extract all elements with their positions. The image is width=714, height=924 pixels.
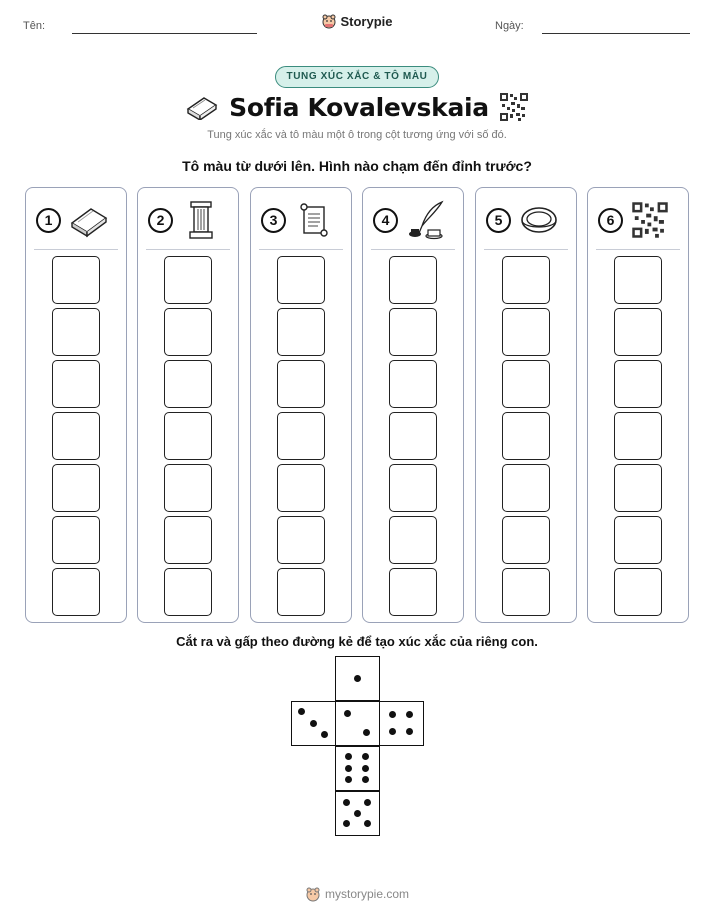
column-header xyxy=(251,200,351,240)
subtitle: Tung xúc xắc và tô màu một ô trong cột tương ứng với số đó. xyxy=(207,129,507,141)
column-header xyxy=(363,200,463,240)
column-number: 1 xyxy=(36,208,61,233)
storypie-mascot-icon xyxy=(305,886,321,902)
color-cell[interactable] xyxy=(502,360,550,408)
color-cell[interactable] xyxy=(502,308,550,356)
dice-pip xyxy=(345,776,352,783)
color-cell[interactable] xyxy=(277,516,325,564)
color-cell[interactable] xyxy=(164,308,212,356)
color-cell[interactable] xyxy=(614,412,662,460)
qr-code-icon xyxy=(631,201,669,239)
color-cell[interactable] xyxy=(164,360,212,408)
color-cell[interactable] xyxy=(52,360,100,408)
dice-pip xyxy=(343,820,350,827)
dice-face-4 xyxy=(379,701,424,746)
color-cell[interactable] xyxy=(389,360,437,408)
dice-pip xyxy=(389,711,396,718)
dice-face-5 xyxy=(335,791,380,836)
ring-icon xyxy=(519,202,559,238)
storypie-mascot-icon xyxy=(321,13,337,29)
dice-face-1 xyxy=(335,656,380,701)
column-header xyxy=(138,200,238,240)
dice-face-3 xyxy=(291,701,336,746)
color-cell[interactable] xyxy=(502,568,550,616)
column-header xyxy=(588,200,688,240)
column-5 xyxy=(475,187,577,623)
column-header xyxy=(26,200,126,240)
name-label: Tên: xyxy=(23,20,46,32)
quill-inkwell-icon xyxy=(406,200,446,240)
color-cell[interactable] xyxy=(389,516,437,564)
column-number: 5 xyxy=(486,208,511,233)
color-cell[interactable] xyxy=(277,568,325,616)
color-cell[interactable] xyxy=(614,256,662,304)
footer xyxy=(0,886,714,907)
color-cell[interactable] xyxy=(502,516,550,564)
pillar-icon xyxy=(181,200,221,240)
color-cell[interactable] xyxy=(502,412,550,460)
column-number: 6 xyxy=(598,208,623,233)
qr-code-icon xyxy=(499,92,529,122)
dice-pip xyxy=(364,820,371,827)
date-label: Ngày: xyxy=(495,20,524,32)
scroll-icon xyxy=(294,202,334,238)
dice-pip xyxy=(343,799,350,806)
column-3 xyxy=(250,187,352,623)
dice-pip xyxy=(406,728,413,735)
column-header xyxy=(476,200,576,240)
color-cell[interactable] xyxy=(52,256,100,304)
color-cell[interactable] xyxy=(389,256,437,304)
dice-pip xyxy=(344,710,351,717)
activity-badge: TUNG XÚC XẮC & TÔ MÀU xyxy=(275,66,439,88)
dice-pip xyxy=(321,731,328,738)
color-cell[interactable] xyxy=(614,568,662,616)
book-icon xyxy=(185,94,219,120)
dice-face-6 xyxy=(335,746,380,791)
title-row xyxy=(0,90,714,124)
column-number: 4 xyxy=(373,208,398,233)
footer-url[interactable]: mystorypie.com xyxy=(324,887,410,901)
brand-name: Storypie xyxy=(340,13,393,29)
book-icon xyxy=(69,202,109,238)
column-number: 3 xyxy=(261,208,286,233)
color-cell[interactable] xyxy=(52,516,100,564)
color-cell[interactable] xyxy=(614,308,662,356)
color-cell[interactable] xyxy=(277,256,325,304)
column-2 xyxy=(137,187,239,623)
color-cell[interactable] xyxy=(277,412,325,460)
cut-instruction: Cắt ra và gấp theo đường kẻ để tạo xúc xắc của riêng con. xyxy=(176,634,538,649)
color-cell[interactable] xyxy=(614,464,662,512)
color-cell[interactable] xyxy=(164,256,212,304)
color-cell[interactable] xyxy=(52,568,100,616)
dice-pip xyxy=(362,753,369,760)
column-4 xyxy=(362,187,464,623)
color-cell[interactable] xyxy=(389,308,437,356)
dice-pip xyxy=(362,765,369,772)
column-6 xyxy=(587,187,689,623)
color-cell[interactable] xyxy=(52,308,100,356)
color-cell[interactable] xyxy=(389,464,437,512)
dice-pip xyxy=(354,675,361,682)
color-cell[interactable] xyxy=(502,256,550,304)
color-cell[interactable] xyxy=(277,360,325,408)
column-1 xyxy=(25,187,127,623)
dice-pip xyxy=(310,720,317,727)
color-cell[interactable] xyxy=(52,412,100,460)
color-cell[interactable] xyxy=(614,516,662,564)
dice-pip xyxy=(345,753,352,760)
dice-pip xyxy=(389,728,396,735)
page-title: Sofia Kovalevskaia xyxy=(229,92,489,122)
color-cell[interactable] xyxy=(389,412,437,460)
dice-pip xyxy=(406,711,413,718)
dice-pip xyxy=(345,765,352,772)
color-cell[interactable] xyxy=(277,308,325,356)
color-cell[interactable] xyxy=(164,568,212,616)
color-cell[interactable] xyxy=(389,568,437,616)
color-cell[interactable] xyxy=(164,516,212,564)
coloring-instruction: Tô màu từ dưới lên. Hình nào chạm đến đỉnh trước? xyxy=(182,158,532,174)
dice-pip xyxy=(364,799,371,806)
color-cell[interactable] xyxy=(614,360,662,408)
dice-pip xyxy=(363,729,370,736)
color-cell[interactable] xyxy=(277,464,325,512)
color-cell[interactable] xyxy=(52,464,100,512)
dice-face-2 xyxy=(335,701,380,746)
color-cell[interactable] xyxy=(164,412,212,460)
dice-pip xyxy=(362,776,369,783)
dice-pip xyxy=(354,810,361,817)
column-number: 2 xyxy=(148,208,173,233)
dice-pip xyxy=(298,708,305,715)
color-cell[interactable] xyxy=(164,464,212,512)
brand-logo xyxy=(0,13,714,34)
color-cell[interactable] xyxy=(502,464,550,512)
